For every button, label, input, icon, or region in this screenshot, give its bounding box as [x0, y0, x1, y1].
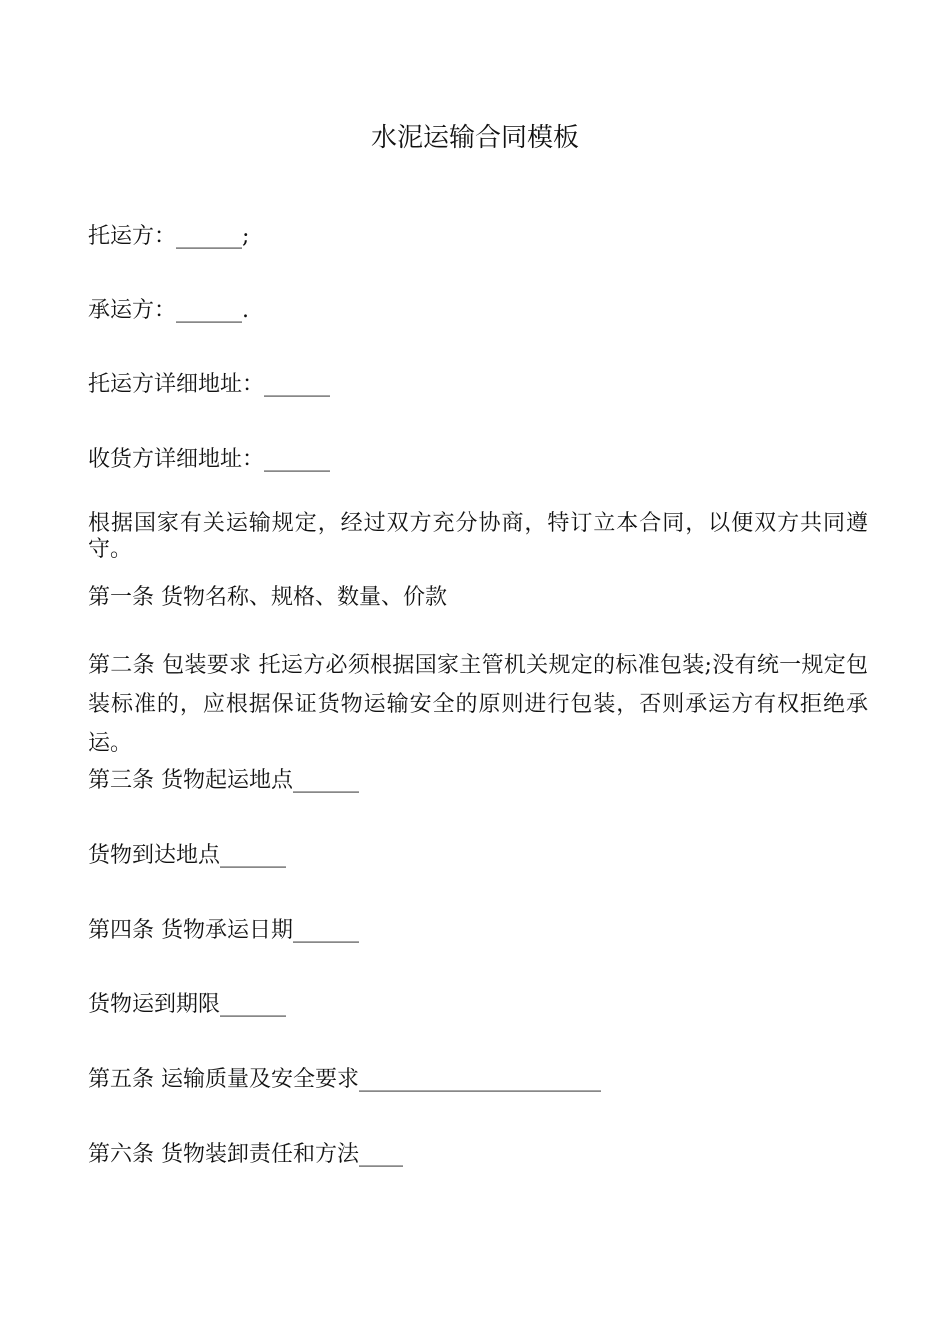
article-1: 第一条 货物名称、规格、数量、价款 [88, 585, 447, 610]
consignor-address-line: 托运方详细地址：______ [88, 372, 331, 397]
arrival-place-line: 货物到达地点______ [88, 843, 287, 868]
article-4: 第四条 货物承运日期______ [88, 918, 359, 943]
carrier-line: 承运方：______. [88, 298, 249, 323]
document-title: 水泥运输合同模板 [370, 123, 579, 153]
article-2: 第二条 包装要求 托运方必须根据国家主管机关规定的标准包装;没有统一规定包装标准的，应根据保证货物运输安全的原则进行包装，否则承运方有权拒绝承运。 [88, 653, 868, 756]
arrival-deadline-line: 货物运到期限______ [88, 992, 287, 1017]
article-5: 第五条 运输质量及安全要求______________________ [88, 1067, 601, 1092]
consignee-address-line: 收货方详细地址：______ [88, 447, 331, 472]
article-6: 第六条 货物装卸责任和方法____ [88, 1142, 403, 1167]
article-3: 第三条 货物起运地点______ [88, 768, 359, 793]
consignor-line: 托运方：______; [88, 224, 250, 249]
intro-paragraph: 根据国家有关运输规定，经过双方充分协商，特订立本合同，以便双方共同遵守。 [88, 511, 868, 562]
